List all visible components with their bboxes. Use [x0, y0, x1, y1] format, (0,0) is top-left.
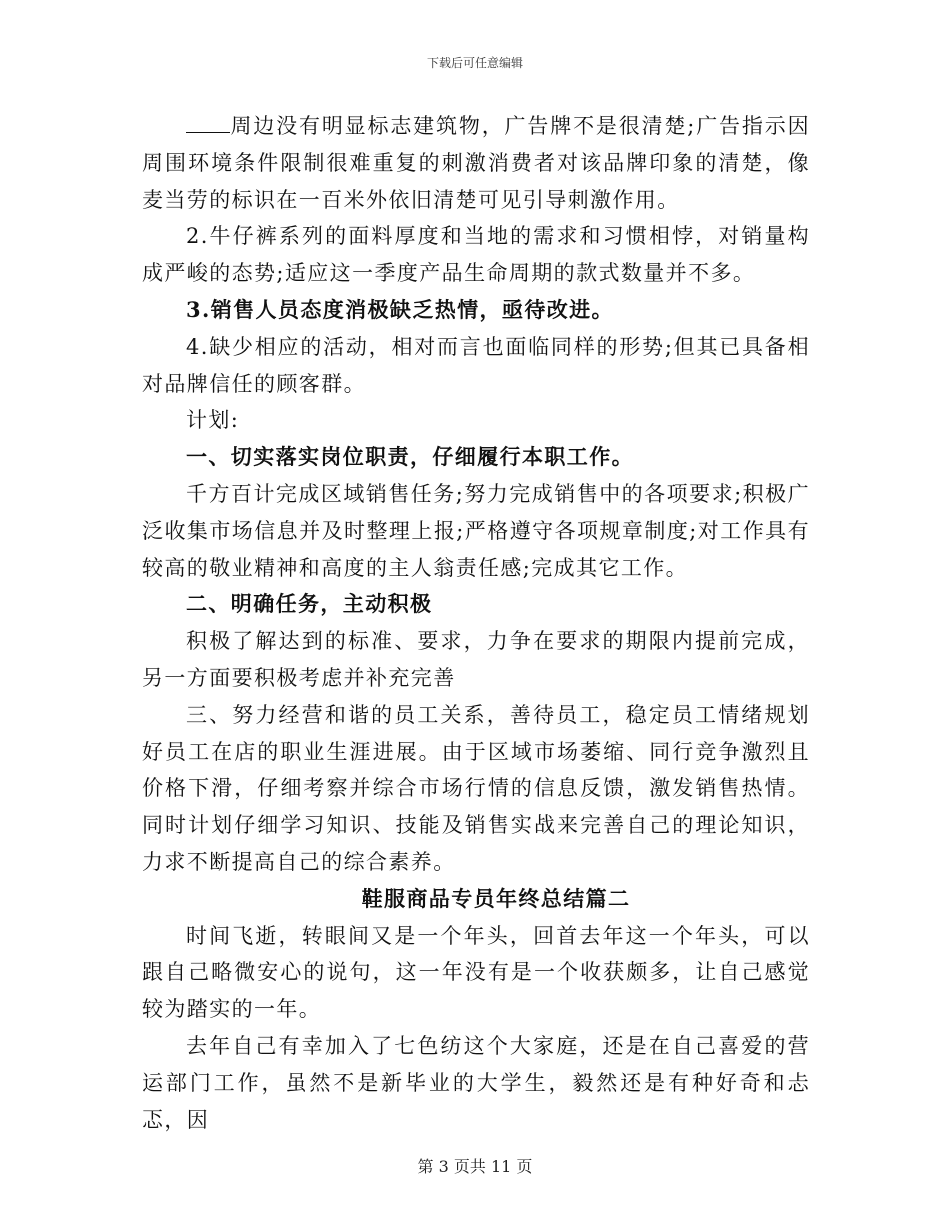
paragraph-time-flies: 时间飞逝，转眼间又是一个年头，回首去年这一个年头，可以跟自己略微安心的说句，这一年没有是一个收获颇多，让自己感觉较为踏实的一年。 — [142, 923, 810, 1022]
paragraph-denim: 2.牛仔裤系列的面料厚度和当地的需求和习惯相悖，对销量构成严峻的态势;适应这一季度产品生命周期的款式数量并不多。 — [142, 224, 810, 286]
document-body — [142, 108, 810, 1138]
paragraph-tasks: 千方百计完成区域销售任务;努力完成销售中的各项要求;积极广泛收集市场信息并及时整理上报;严格遵守各项规章制度;对工作具有较高的敬业精神和高度的主人翁责任感;完成其它工作。 — [142, 481, 810, 580]
paragraph-employee-relations: 三、努力经营和谐的员工关系，善待员工，稳定员工情绪规划好员工在店的职业生涯进展。由于区域市场萎缩、同行竞争激烈且价格下滑，仔细考察并综合市场行情的信息反馈，激发销售热情。同时计划仔细学习知识、技能及销售实战来完善自己的理论知识，力求不断提高自己的综合素养。 — [142, 702, 810, 874]
paragraph-sales-staff: 3.销售人员态度消极缺乏热情，亟待改进。 — [186, 296, 614, 322]
paragraph-activities: 4.缺少相应的活动，相对而言也面临同样的形势;但其已具备相对品牌信任的顾客群。 — [142, 334, 810, 396]
plan-heading-1: 一、切实落实岗位职责，仔细履行本职工作。 — [186, 444, 634, 470]
plan-label: 计划: — [186, 408, 240, 433]
page-footer: 第 3 页共 11 页 — [417, 1157, 533, 1176]
page-header: 下载后可任意编辑 — [426, 56, 523, 70]
paragraph-location: 周边没有明显标志建筑物，广告牌不是很清楚;广告指示因周围环境条件限制很难重复的刺激消费者对该品牌印象的清楚，像麦当劳的标识在一百米外依旧清楚可见引导刺激作用。 — [142, 114, 810, 212]
plan-heading-2: 二、明确任务，主动积极 — [186, 591, 433, 617]
section-title: 鞋服商品专员年终总结篇二 — [361, 885, 631, 911]
blank-underline — [186, 114, 230, 133]
paragraph-joined: 去年自己有幸加入了七色纺这个大家庭，还是在自己喜爱的营运部门工作，虽然不是新毕业的大学生，毅然还是有种好奇和忐忑，因 — [142, 1033, 810, 1132]
paragraph-standards: 积极了解达到的标准、要求，力争在要求的期限内提前完成，另一方面要积极考虑并补充完善 — [142, 629, 810, 690]
